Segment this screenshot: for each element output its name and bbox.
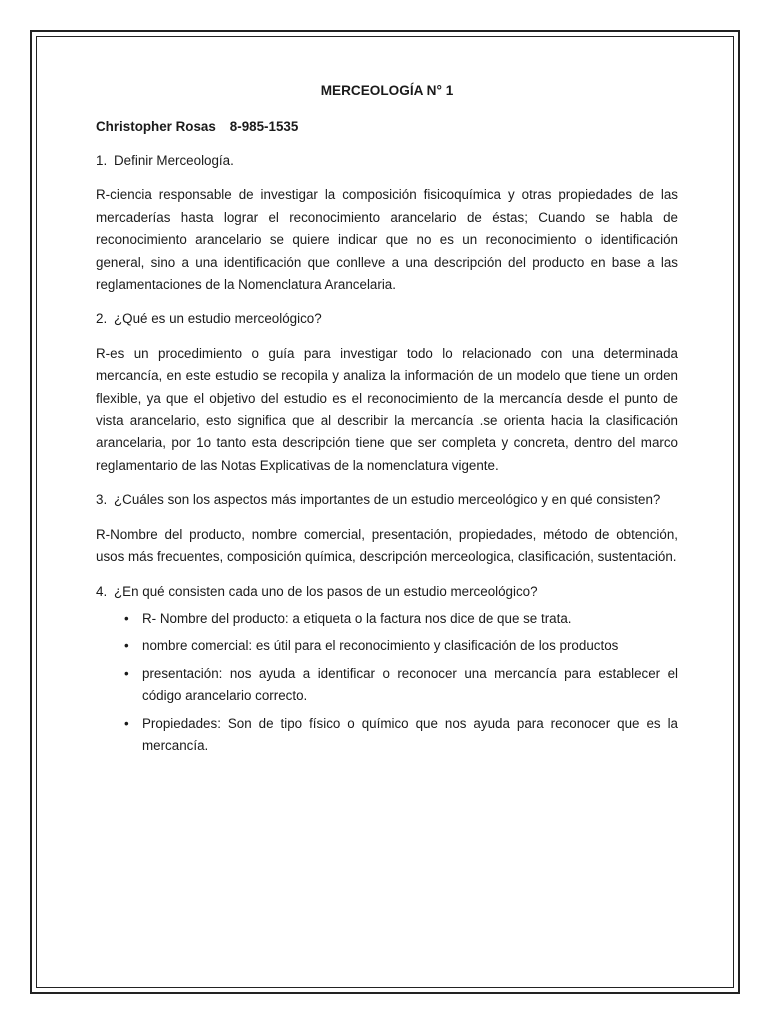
bullet-icon: • — [124, 610, 129, 626]
author-phone: 8-985-1535 — [229, 119, 299, 134]
answer-2: R-es un procedimiento o guía para investigar todo lo relacionado con una determinada mercancía, en este estudio se recopila y analiza la información de un modelo que tiene un orden flexible, ya que el objetivo del estudio es el reconocimiento de la mercancía desde el punto de vista arancelario, esto significa que al describir la mercancía .se orienta hacia la clasificación arancelaria, por 1o tanto esta descripción tiene que ser completa y concreta, dentro del marco reglamentario de las Notas Explicativas de la nomenclatura vigente. — [96, 345, 678, 473]
list-item-text: nombre comercial: es útil para el reconocimiento y clasificación de los productos — [142, 638, 619, 654]
question-1 — [96, 150, 678, 172]
question-text: ¿En qué consisten cada uno de los pasos de un estudio merceológico? — [114, 583, 538, 599]
document-body — [96, 80, 678, 757]
list-item-text: presentación: nos ayuda a identificar o reconocer una mercancía para establecer el código arancelario correcto. — [142, 665, 678, 704]
document-title: MERCEOLOGÍA N° 1 — [320, 83, 454, 98]
list-item — [124, 635, 678, 657]
list-item — [124, 608, 678, 630]
question-text: ¿Cuáles son los aspectos más importantes de un estudio merceológico y en qué consisten? — [114, 492, 661, 508]
question-4 — [96, 581, 678, 603]
bullet-icon: • — [124, 715, 129, 731]
author-name: Christopher Rosas — [96, 119, 216, 134]
steps-list — [96, 608, 678, 757]
question-2 — [96, 308, 678, 330]
list-item — [124, 663, 678, 708]
question-3 — [96, 489, 678, 511]
question-number: 1. — [96, 153, 108, 168]
list-item — [124, 713, 678, 758]
question-number: 2. — [96, 311, 108, 327]
answer-3: R-Nombre del producto, nombre comercial, presentación, propiedades, método de obtención, usos más frecuentes, composición química, descripción merceologica, clasificación, sustentación. — [96, 526, 678, 565]
answer-1: R-ciencia responsable de investigar la composición fisicoquímica y otras propiedades de las mercaderías hasta lograr el reconocimiento arancelario de éstas; Cuando se habla de reconocimiento arancelario se quiere indicar que no es un reconocimiento o identificación general, sino a una identificación que conlleve a una descripción del producto en base a las reglamentaciones de la Nomenclatura Arancelaria. — [96, 187, 678, 293]
author-line — [96, 116, 678, 138]
list-item-text: R- Nombre del producto: a etiqueta o la factura nos dice de que se trata. — [142, 610, 572, 626]
question-number: 3. — [96, 492, 108, 508]
bullet-icon: • — [124, 638, 129, 654]
list-item-text: Propiedades: Son de tipo físico o químico que nos ayuda para reconocer que es la mercancía. — [142, 715, 678, 753]
question-text: ¿Qué es un estudio merceológico? — [114, 311, 322, 327]
question-number: 4. — [96, 583, 108, 599]
question-text: Definir Merceología. — [114, 153, 234, 168]
bullet-icon: • — [124, 665, 129, 681]
